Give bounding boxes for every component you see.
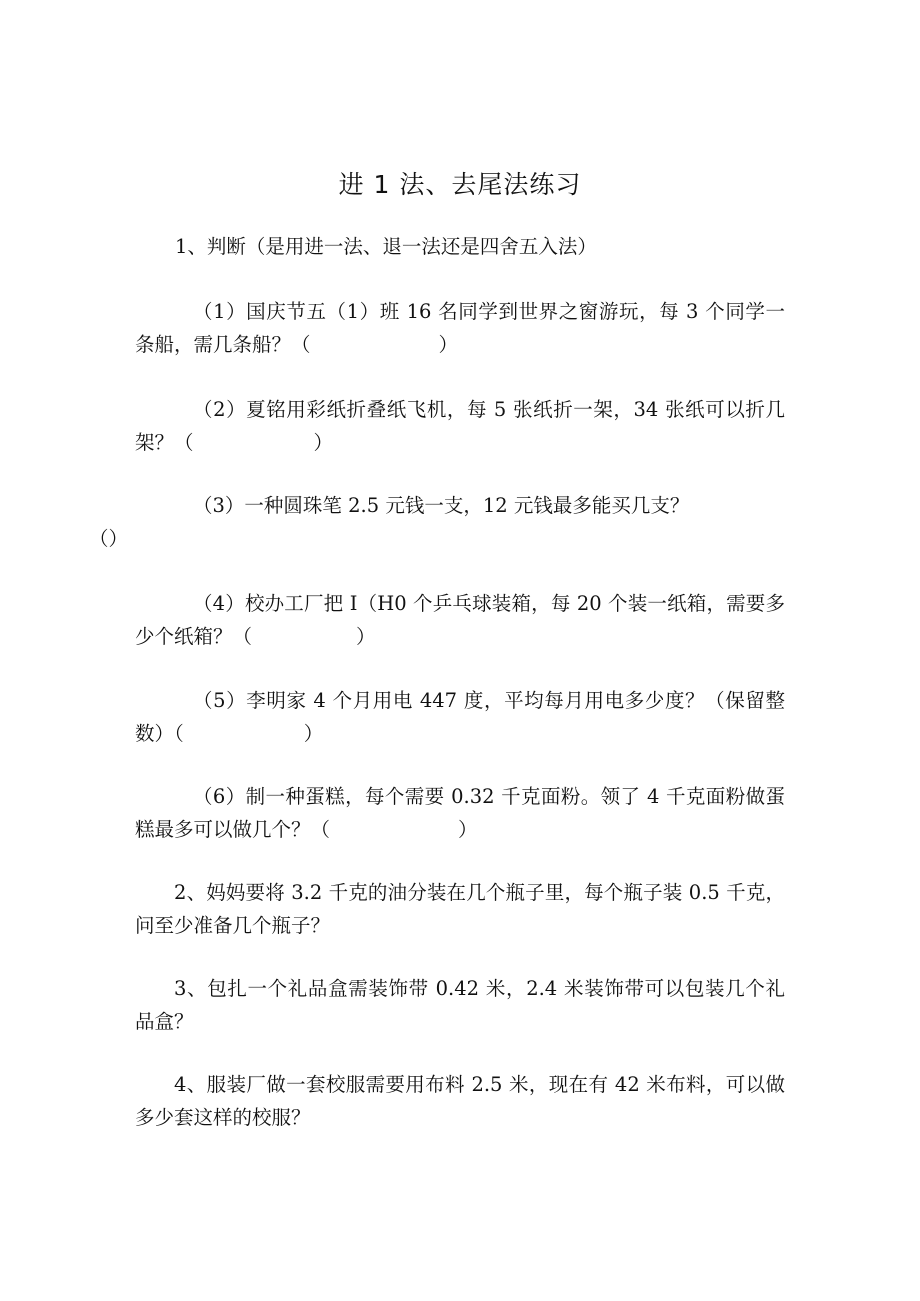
judge-item-1 [135,295,785,361]
judge-item-6 [135,780,785,846]
judge-item-5 [135,684,785,750]
judge-item-4 [135,587,785,653]
section-heading: 1、判断（是用进一法、退一法还是四舍五入法） [175,235,597,258]
judge-item-3 [89,489,785,555]
blank-close: ） [303,722,324,745]
judge-item-text: （5）李明家 4 个月用电 447 度，平均每月用电多少度？（保留整数）（ [135,689,785,745]
judge-item-text: （1）国庆节五（1）班 16 名同学到世界之窗游玩，每 3 个同学一条船，需几条船？（ [135,300,785,356]
blank-close: ） [356,625,376,648]
judge-item-text: （2）夏铭用彩纸折叠纸飞机，每 5 张纸折一架，34 张纸可以折几架？（ [135,398,785,454]
answer-parens[interactable]: （） [89,527,129,550]
question-3: 3、包扎一个礼品盒需装饰带 0.42 米，2.4 米装饰带可以包装几个礼品盒？ [135,977,785,1033]
question-2: 2、妈妈要将 3.2 千克的油分装在几个瓶子里，每个瓶子装 0.5 千克，问至少准备几个瓶子？ [135,881,785,937]
judge-item-text: （6）制一种蛋糕，每个需要 0.32 千克面粉。领了 4 千克面粉做蛋糕最多可以做几个？（ [135,785,785,841]
blank-close: ） [313,431,334,454]
question-4: 4、服装厂做一套校服需要用布料 2.5 米，现在有 42 米布料，可以做多少套这样的校服？ [135,1073,785,1129]
judge-item-text: （4）校办工厂把 I（H0 个乒乓球装箱，每 20 个装一纸箱，需要多少个纸箱？（ [135,592,785,648]
blank-close: ） [438,333,459,356]
page-title: 进 1 法、去尾法练习 [338,170,582,199]
judge-item-text: （3）一种圆珠笔 2.5 元钱一支，12 元钱最多能买几支？ [193,494,690,517]
blank-close: ） [458,818,478,841]
judge-item-2 [135,393,785,459]
